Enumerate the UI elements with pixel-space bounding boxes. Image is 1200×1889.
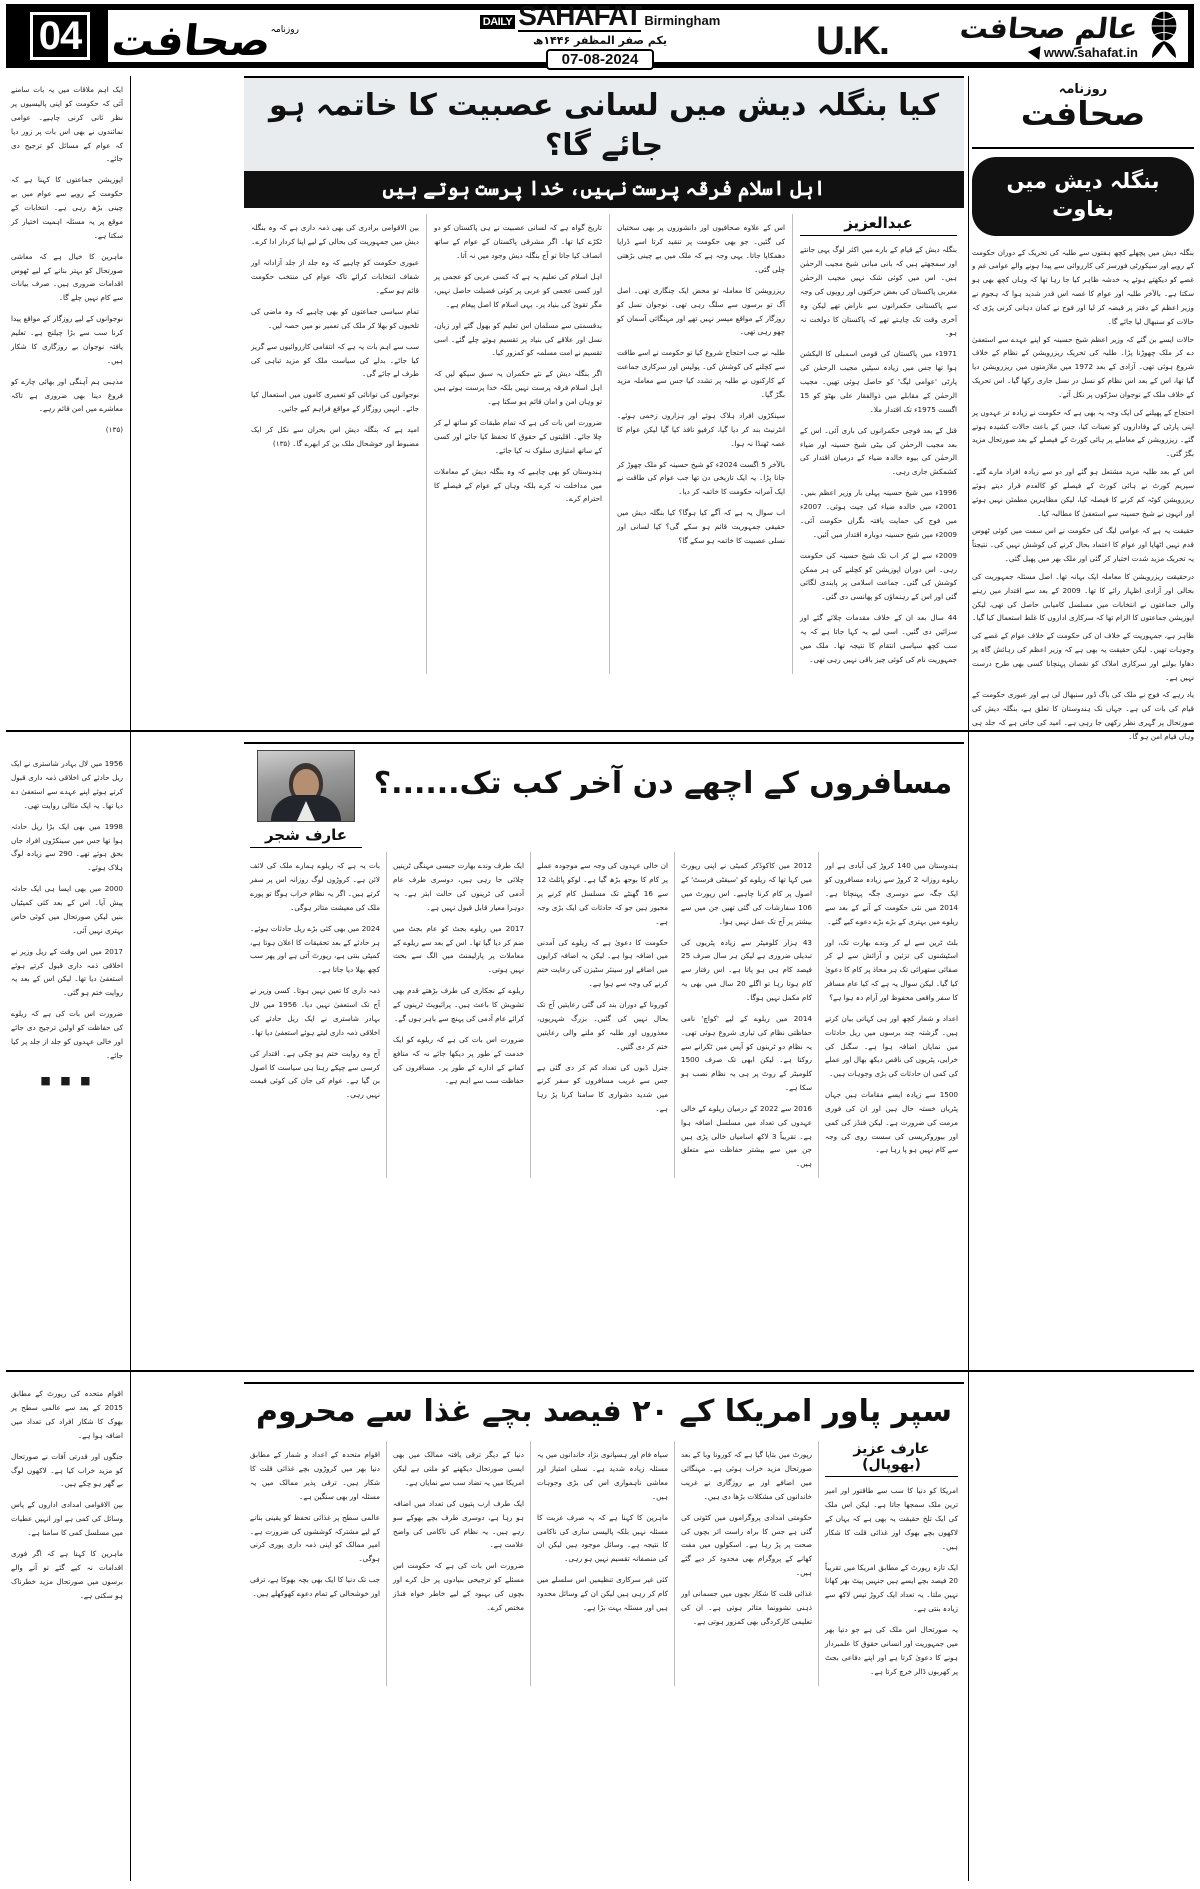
- paragraph: 1956 میں لال بہادر شاستری نے ایک ریل حادثے کی اخلاقی ذمہ داری قبول کرتے ہوئے اپنے عہدے سے استعفیٰ دے دیا تھا۔ یہ ایک مثالی روایت تھی۔: [11, 759, 123, 810]
- masthead-hijri-date: یکم صفر المظفر ۱۴۴۶ھ: [533, 34, 667, 47]
- article-america-children: [244, 1382, 964, 1882]
- article1-headline: کیا بنگلہ دیش میں لسانی عصبیت کا خاتمہ ہو جائے گا؟: [244, 76, 964, 171]
- paragraph: بین الاقوامی امدادی اداروں کے پاس وسائل کی کمی ہے اور انہیں عطیات میں مسلسل کمی کا سامنا ہے۔: [11, 1500, 123, 1538]
- paragraph: حکومتی امدادی پروگراموں میں کٹوتی کی گئی ہے جس کا براہ راست اثر بچوں کی صحت پر پڑ رہا ہے۔ اسکولوں میں مفت کھانے کے پروگرام بھی محدود کر دیے گئے ہیں۔: [681, 1512, 812, 1577]
- editorial-paragraph: درحقیقت ریزرویشن کا معاملہ ایک بہانہ تھا۔ اصل مسئلہ جمہوریت کی بحالی اور آزادی اظہار رائے کا تھا۔ 2009 کے بعد سے اقتدار میں رہنے والی جماعتوں نے انتخابات میں مسلسل کامیابی حاصل کی تھی، لیکن اپوزیشن جماعتوں کا الزام تھا کہ سرکاری اداروں کا غلط استعمال کیا گیا۔: [972, 571, 1194, 623]
- article3-column-1: [825, 1484, 958, 1678]
- paragraph: سیاہ فام اور ہسپانوی نژاد خاندانوں میں یہ مسئلہ زیادہ شدید ہے۔ نسلی امتیاز اور معاشی ناہمواری اس کی بڑی وجوہات ہیں۔: [537, 1450, 668, 1501]
- paragraph: 2024 میں بھی کئی بڑے ریل حادثات ہوئے۔ ہر حادثے کے بعد تحقیقات کا اعلان ہوتا ہے، کمیٹی بنتی ہے، رپورٹ آتی ہے اور پھر سب کچھ بھلا دیا جاتا ہے۔: [250, 923, 380, 975]
- paragraph: قتل کے بعد فوجی حکمرانوں کی باری آئی۔ اس کے بعد مجیب الرحمٰن کی بیٹی شیخ حسینہ اور ضیاء الرحمٰن کی بیوہ خالدہ ضیاء کے درمیان اقتدار کی کشمکش جاری رہی۔: [800, 425, 957, 477]
- editorial-divider: [972, 147, 1194, 149]
- paragraph: ہندوستان میں 140 کروڑ کی آبادی ہے اور ریلوے روزانہ 2 کروڑ سے زیادہ مسافروں کو ایک جگہ سے دوسری جگہ پہنچاتا ہے۔ 2014 میں نئی حکومت کے آنے کے بعد سے ریلوے میں بہتری کے بڑے بڑے دعوے کیے گئے۔: [825, 861, 958, 926]
- author-photo: [257, 750, 355, 822]
- globe-icon: [1142, 10, 1186, 62]
- paragraph: تاریخ گواہ ہے کہ لسانی عصبیت نے ہی پاکستان کو دو ٹکڑے کیا تھا۔ اگر مشرقی پاکستان کے عوام کے ساتھ انصاف کیا جاتا تو آج بنگلہ دیش وجود میں نہ آتا۔: [434, 223, 602, 261]
- article2-author-block: [250, 750, 362, 848]
- editorial-column: [972, 76, 1194, 1881]
- paragraph: ماہرین کا خیال ہے کہ معاشی صورتحال کو بہتر بنانے کے لیے ٹھوس اقدامات ضروری ہیں۔ صرف بیانات سے کام نہیں چلے گا۔: [11, 251, 123, 303]
- masthead-website: [1028, 45, 1138, 60]
- editorial-brand-big: صحافت: [1020, 94, 1146, 133]
- paragraph: بات یہ ہے کہ ریلوے ہمارے ملک کی لائف لائن ہے۔ کروڑوں لوگ روزانہ اس پر سفر کرتے ہیں۔ اگر یہ نظام خراب ہوگا تو پورے ملک کی معیشت متاثر ہوگی۔: [250, 861, 380, 912]
- paragraph: ریلوے کے نجکاری کی طرف بڑھتے قدم بھی تشویش کا باعث ہیں۔ پرائیویٹ ٹرینوں کے کرائے عام آدمی کی پہنچ سے باہر ہوں گے۔: [393, 986, 524, 1023]
- article-travellers: [244, 742, 964, 1362]
- paragraph: کئی غیر سرکاری تنظیمیں اس سلسلے میں کام کر رہی ہیں لیکن ان کے وسائل محدود ہیں اور مسئلہ بہت بڑا ہے۔: [537, 1575, 668, 1612]
- section-divider: [6, 730, 1194, 732]
- paragraph: 2017 میں اس وقت کے ریل وزیر نے اخلاقی ذمہ داری قبول کرتے ہوئے استعفیٰ دیا تھا۔ لیکن اس کے بعد یہ روایت ختم ہو گئی۔: [11, 946, 123, 998]
- editorial-paragraph: بنگلہ دیش میں پچھلے کچھ ہفتوں سے طلبہ کی تحریک کے دوران حکومت کے رویے اور سیکورٹی فورسز کی کارروائی سے پیدا ہونے والے عوامی غم و غصے کو دیکھتے ہوئے یہ خدشہ ظاہر کیا جا رہا تھا کہ وہاں کچھ بھی ہو سکتا ہے۔ بالآخر طلبہ اور عوام کا غصہ اس قدر شدید ہوا کہ ہجوم نے وزیر اعظم کے دفتر پر قبضہ کر لیا اور فوج نے کمان دہانی کرنی پڑی کہ حالات کو سنبھال لیا جائے گا۔: [972, 247, 1194, 326]
- article1-column-3: [426, 214, 609, 674]
- paragraph: رپورٹ میں بتایا گیا ہے کہ کورونا وبا کے بعد صورتحال مزید خراب ہوئی ہے۔ مہنگائی میں اضافے اور بے روزگاری نے غریب خاندانوں کی مشکلات بڑھا دی ہیں۔: [681, 1450, 812, 1501]
- paragraph: کورونا کے دوران بند کی گئی رعایتیں آج تک بحال نہیں کی گئیں۔ بزرگ شہریوں، معذوروں اور طلبہ کو ملنے والی رعایتیں ختم کر دی گئیں۔: [537, 1000, 668, 1051]
- editorial-paragraph: احتجاج کے پھیلنے کی ایک وجہ یہ بھی ہے کہ حکومت نے زیادہ تر عہدوں پر اپنی پارٹی کے وفاداروں کو تعینات کیا، جس کے باعث حالات کشیدہ ہوتے گئے۔ ریزرویشن کے معاملے پر ہائی کورٹ کے فیصلے کے بعد صورتحال مزید بگڑ گئی۔: [972, 407, 1194, 459]
- paragraph: اس کے علاوہ صحافیوں اور دانشوروں پر بھی سختیاں کی گئیں۔ جو بھی حکومت پر تنقید کرتا اسے ڈرایا دھمکایا جاتا۔ یہی وجہ ہے کہ ملک میں بے چینی بڑھتی چلی گئی۔: [617, 223, 785, 274]
- left-strip-1: [6, 76, 128, 716]
- paragraph: بالآخر 5 اگست 2024ء کو شیخ حسینہ کو ملک چھوڑ کر جانا پڑا۔ یہ ایک تاریخی دن تھا جب عوام کی طاقت نے ایک آمرانہ حکومت کا خاتمہ کر دیا۔: [617, 459, 785, 497]
- paragraph: ضرورت اس بات کی ہے کہ ریلوے کی حفاظت کو اولین ترجیح دی جائے اور خالی عہدوں کو جلد از جلد پر کیا جائے۔: [11, 1009, 123, 1060]
- paragraph: اقوام متحدہ کی رپورٹ کے مطابق 2015 کے بعد سے عالمی سطح پر بھوک کا شکار افراد کی تعداد میں اضافہ ہوا ہے۔: [11, 1389, 123, 1440]
- paragraph: ان خالی عہدوں کی وجہ سے موجودہ عملے پر کام کا بوجھ بڑھ گیا ہے۔ لوکو پائلٹ 12 سے 16 گھنٹے تک مسلسل کام کرنے پر مجبور ہیں جو کہ حادثات کی ایک بڑی وجہ ہے۔: [537, 861, 668, 926]
- masthead-logo-urdu: [109, 12, 342, 70]
- website-text: www.sahafat.in: [1043, 45, 1138, 60]
- paragraph: جب تک دنیا کا ایک بھی بچہ بھوکا ہے، ترقی اور خوشحالی کے تمام دعوے کھوکھلے ہیں۔: [250, 1575, 380, 1599]
- paragraph: ایک اہم ملاقات میں یہ بات سامنے آئی کہ حکومت کو اپنی پالیسیوں پر نظر ثانی کرنی چاہیے۔ عوامی نمائندوں نے بھی اس بات پر زور دیا کہ عوام کے مسائل کو ترجیح دی جائے۔: [11, 85, 123, 164]
- masthead-date: 07-08-2024: [546, 49, 655, 70]
- paragraph: ایک طرف وندے بھارت جیسی مہنگی ٹرینیں چلائی جا رہی ہیں، دوسری طرف عام آدمی کی ٹرینوں کی حالت ابتر ہے۔ یہ دوہرا معیار قابل قبول نہیں ہے۔: [393, 861, 524, 912]
- article3-column-3: [530, 1441, 674, 1686]
- article2-column-2: [674, 852, 818, 1178]
- article3-author-location: (بھوپال): [862, 1457, 921, 1473]
- masthead-city: Birmingham: [644, 13, 721, 28]
- paragraph: نوجوانوں کے لیے روزگار کے مواقع پیدا کرنا سب سے بڑا چیلنج ہے۔ تعلیم یافتہ نوجوان بے روزگاری کا شکار ہیں۔: [11, 314, 123, 365]
- editorial-body: [972, 246, 1194, 744]
- article3-column-2: [674, 1441, 818, 1686]
- paragraph: بین الاقوامی برادری کی بھی ذمہ داری ہے کہ وہ بنگلہ دیش میں جمہوریت کی بحالی کے لیے اپنا کردار ادا کرے۔: [251, 223, 419, 247]
- paragraph: اعداد و شمار کچھ اور ہی کہانی بیان کرتے ہیں۔ گزشتہ چند برسوں میں ریل حادثات میں نمایاں اضافہ ہوا ہے۔ سگنل کی خرابی، پٹریوں کی ناقص دیکھ بھال اور عملے کی کمی ان حادثات کی بڑی وجوہات ہیں۔: [825, 1013, 958, 1079]
- paragraph: دنیا کے دیگر ترقی یافتہ ممالک میں بھی ایسی صورتحال دیکھنے کو ملتی ہے لیکن امریکا میں یہ تضاد سب سے نمایاں ہے۔: [393, 1450, 524, 1487]
- paragraph: ایک طرف ارب پتیوں کی تعداد میں اضافہ ہو رہا ہے، دوسری طرف بچے بھوکے سو رہے ہیں۔ یہ نظام کی ناکامی کی واضح علامت ہے۔: [393, 1498, 524, 1550]
- article3-column-5: [244, 1441, 386, 1686]
- article1-column-4: [244, 214, 426, 674]
- logo-roznama-urdu: روزنامہ: [270, 25, 299, 35]
- column-divider: [130, 76, 131, 1881]
- editorial-paragraph: ظاہر ہے، جمہوریت کے خلاف ان کی حکومت کے خلاف عوام کے غصے کی وجوہات تھیں۔ لیکن حقیقت یہ بھی ہے کہ وزیر اعظم کی رہائش گاہ پر دھاوا بولنے اور سرکاری املاک کو نقصان پہنچانا کسی بھی طرح درست نہیں ہے۔: [972, 631, 1194, 682]
- masthead-title-row: [480, 2, 721, 32]
- masthead-region: U.K.: [816, 18, 888, 63]
- article2-column-5: [244, 852, 386, 1178]
- editorial-paragraph: حقیقت یہ ہے کہ عوامی لیگ کی حکومت نے اس سمت میں کوئی ٹھوس قدم نہیں اٹھایا اور عوام کا اعتماد بحال کرنے کی کوشش نہیں کی۔ نتیجتاً یہ تحریک مزید شدت اختیار کر گئی اور ملک بھر میں پھیل گئی۔: [972, 526, 1194, 564]
- masthead-title: SAHAFAT: [518, 0, 642, 31]
- paragraph: امید ہے کہ بنگلہ دیش اس بحران سے نکل کر ایک مضبوط اور خوشحال ملک بن کر ابھرے گا۔ (۱۳۵): [251, 425, 419, 449]
- paragraph: ہندوستان کو بھی چاہیے کہ وہ بنگلہ دیش کے معاملات میں مداخلت نہ کرے بلکہ وہاں کے عوام کے فیصلے کا احترام کرے۔: [434, 466, 602, 504]
- paragraph: ضرورت اس بات کی ہے کہ ریلوے کو ایک خدمت کے طور پر دیکھا جائے نہ کہ منافع کمانے کے ادارے کے طور پر۔ مسافروں کی حفاظت سب سے اہم ہے۔: [393, 1034, 524, 1086]
- article3-headline: سپر پاور امریکا کے ۲۰ فیصد بچے غذا سے محروم: [244, 1382, 964, 1437]
- editorial-paragraph: اس کے بعد طلبہ مزید مشتعل ہو گئے اور دو سے زیادہ افراد مارے گئے۔ سپریم کورٹ نے ہائی کورٹ کے فیصلے کو کالعدم قرار دیتے ہوئے ریزرویشن کوٹہ کم کرنے کا فیصلہ کیا، لیکن مظاہرین مطمئن نہیں ہوئے اور انہوں نے شیخ حسینہ سے استعفیٰ کا مطالبہ کیا۔: [972, 467, 1194, 518]
- editorial-brand: [972, 76, 1194, 133]
- paragraph: ایک تازہ رپورٹ کے مطابق امریکا میں تقریباً 20 فیصد بچے ایسے ہیں جنہیں پیٹ بھر کھانا نہیں ملتا۔ یہ تعداد ایک کروڑ تیس لاکھ سے زیادہ بنتی ہے۔: [825, 1562, 958, 1613]
- article2-headline: مسافروں کے اچھے دن آخر کب تک......؟: [373, 766, 953, 801]
- section-divider: [6, 1370, 1194, 1372]
- paragraph: ماہرین کا کہنا ہے کہ یہ صرف غربت کا مسئلہ نہیں بلکہ پالیسی سازی کی ناکامی کا نتیجہ ہے۔ وسائل موجود ہیں لیکن ان کی منصفانہ تقسیم نہیں ہو رہی۔: [537, 1512, 668, 1564]
- paragraph: عالمی سطح پر غذائی تحفظ کو یقینی بنانے کے لیے مشترکہ کوششوں کی ضرورت ہے۔ امیر ممالک کو اپنی ذمہ داری پوری کرنی ہوگی۔: [250, 1512, 380, 1564]
- paragraph: اہل اسلام کی تعلیم یہ ہے کہ کسی عربی کو عجمی پر اور کسی عجمی کو عربی پر کوئی فضیلت حاصل نہیں، مگر تقویٰ کی بنیاد پر۔ یہی اسلام کا اصل پیغام ہے۔: [434, 272, 602, 309]
- paragraph: ذمہ داری کا تعین نہیں ہوتا۔ کسی وزیر نے آج تک استعفیٰ نہیں دیا۔ 1956 میں لال بہادر شاستری نے ایک ریل حادثے کی اخلاقی ذمہ داری لیتے ہوئے استعفیٰ دیا تھا۔: [250, 986, 380, 1037]
- page-number: 04: [30, 12, 91, 60]
- paragraph: اقوام متحدہ کے اعداد و شمار کے مطابق دنیا بھر میں کروڑوں بچے غذائی قلت کا شکار ہیں۔ ترقی پذیر ممالک میں یہ مسئلہ اور بھی سنگین ہے۔: [250, 1450, 380, 1501]
- paragraph: بنگلہ دیش کے قیام کے بارے میں اکثر لوگ یہی جانتے اور سمجھتے ہیں کہ بانی مبانی شیخ مجیب الرحمٰن ہیں۔ اس میں کوئی شک نہیں مجیب الرحمٰن مغربی پاکستان کی بعض حرکتوں اور رویوں کی وجہ سے پاکستانی حکمرانوں سے ناراض تھے لیکن وہ آخری وقت تک چاہتے تھے کہ پاکستان کا دولخت نہ ہو۔: [800, 245, 957, 338]
- paragraph: بلٹ ٹرین سے لے کر وندے بھارت تک، اور اسٹیشنوں کی تزئین و آرائش سے لے کر صفائی ستھرائی تک ہر محاذ پر کام کا دعویٰ کیا گیا۔ لیکن سوال یہ ہے کہ کیا عام مسافر کا سفر واقعی محفوظ اور آرام دہ ہوا ہے؟: [825, 937, 958, 1002]
- paragraph: اگر بنگلہ دیش کے نئے حکمران یہ سبق سیکھ لیں کہ اہل اسلام فرقہ پرست نہیں بلکہ خدا پرست ہوتے ہیں تو وہاں امن و امان قائم ہو سکتا ہے۔: [434, 369, 602, 407]
- editorial-headline: بنگلہ دیش میں بغاوت: [972, 157, 1194, 236]
- paragraph: 44 سال بعد ان کے خلاف مقدمات چلائے گئے اور سزائیں دی گئیں۔ اسی لیے یہ کہا جاتا ہے کہ یہ سب کچھ سیاسی انتقام کا نتیجہ تھا۔ ملک میں جمہوریت نام کی کوئی چیز باقی نہیں رہی تھی۔: [800, 613, 957, 664]
- paragraph: بدقسمتی سے مسلمان اس تعلیم کو بھول گئے اور زبان، نسل اور علاقے کی بنیاد پر تقسیم ہوتے چلے گئے۔ اسی تقسیم نے امت مسلمہ کو کمزور کیا۔: [434, 320, 602, 358]
- editorial-paragraph: یاد رہے کہ فوج نے ملک کی باگ ڈور سنبھال لی ہے اور عبوری حکومت کے قیام کی بات کی ہے۔ جہاں تک ہندوستان کا تعلق ہے، بنگلہ دیش کی صورتحال پر گہری نظر رکھی جا رہی ہے۔ امید کی جاتی ہے کہ جلد ہی وہاں قیام امن ہو گا۔: [972, 690, 1194, 741]
- paragraph: 2000 میں بھی ایسا ہی ایک حادثہ پیش آیا۔ اس کے بعد کئی کمیٹیاں بنیں لیکن صورتحال میں کوئی خاص بہتری نہیں آئی۔: [11, 884, 123, 935]
- paragraph: نوجوانوں کی توانائی کو تعمیری کاموں میں استعمال کیا جائے۔ انہیں روزگار کے مواقع فراہم کیے جائیں۔: [251, 390, 419, 414]
- paragraph: تمام سیاسی جماعتوں کو بھی چاہیے کہ وہ ماضی کی تلخیوں کو بھلا کر ملک کی تعمیر نو میں حصہ لیں۔: [251, 306, 419, 330]
- article2-author: عارف شجر: [250, 826, 362, 848]
- paragraph: 2016 سے 2022 کے درمیان ریلوے کے خالی عہدوں کی تعداد میں مسلسل اضافہ ہوا ہے۔ تقریباً 3 لاکھ اسامیاں خالی پڑی ہیں جن میں سے بیشتر حفاظت سے متعلق ہیں۔: [681, 1104, 812, 1169]
- column-divider: [968, 76, 969, 1881]
- article1-column-1: [800, 243, 957, 666]
- article2-column-3: [530, 852, 674, 1178]
- paragraph: سینکڑوں افراد ہلاک ہوئے اور ہزاروں زخمی ہوئے۔ انٹرنیٹ بند کر دیا گیا، کرفیو نافذ کیا گیا لیکن عوام کا غصہ ٹھنڈا نہ ہوا۔: [617, 410, 785, 448]
- paragraph: غذائی قلت کا شکار بچوں میں جسمانی اور ذہنی نشوونما متاثر ہوتی ہے۔ ان کی تعلیمی کارکردگی بھی کمزور ہوتی ہے۔: [681, 1589, 812, 1626]
- article1-byline: عبدالعزیز: [800, 214, 957, 236]
- paragraph: ضرورت اس بات کی ہے کہ تمام طبقات کو ساتھ لے کر چلا جائے۔ اقلیتوں کے حقوق کا تحفظ کیا جائے اور کسی کے ساتھ امتیازی سلوک نہ کیا جائے۔: [434, 418, 602, 455]
- masthead-inner: [12, 0, 1188, 68]
- left-strip-3: [6, 1380, 128, 1880]
- masthead-right-logo: [896, 10, 1186, 62]
- paragraph: یہ صورتحال اس ملک کی ہے جو دنیا بھر میں جمہوریت اور انسانی حقوق کا علمبردار ہونے کا دعویٰ کرتا ہے اور اپنے دفاعی بجٹ پر کھربوں ڈالر خرچ کرتا ہے۔: [825, 1625, 958, 1676]
- paragraph: 2012 میں کاکوڈکر کمیٹی نے اپنی رپورٹ میں کہا تھا کہ ریلوے کو 'سیفٹی فرسٹ' کے اصول پر کام کرنا چاہیے۔ اس رپورٹ میں 106 سفارشات کی گئی تھیں جن میں سے بیشتر پر آج تک عمل نہیں ہوا۔: [681, 861, 812, 926]
- paragraph: جنگوں اور قدرتی آفات نے صورتحال کو مزید خراب کیا ہے۔ لاکھوں لوگ بے گھر ہو چکے ہیں۔: [11, 1451, 123, 1489]
- paragraph: اب سوال یہ ہے کہ آگے کیا ہوگا؟ کیا بنگلہ دیش میں حقیقی جمہوریت قائم ہو سکے گی؟ کیا لسانی اور نسلی عصبیت کا خاتمہ ہو سکے گا؟: [617, 508, 785, 545]
- paragraph: سب سے اہم بات یہ ہے کہ انتقامی کارروائیوں سے گریز کیا جائے۔ بدلے کی سیاست ملک کو مزید تباہی کی طرف لے جائے گی۔: [251, 341, 419, 379]
- paragraph: مذہبی ہم آہنگی اور بھائی چارے کو فروغ دینا بھی ضروری ہے تاکہ معاشرے میں امن قائم رہے۔: [11, 376, 123, 414]
- paragraph: طلبہ نے جب احتجاج شروع کیا تو حکومت نے اسے طاقت سے کچلنے کی کوشش کی۔ پولیس اور سرکاری جماعت کے کارکنوں نے طلبہ پر تشدد کیا جس سے معاملہ مزید بگڑ گیا۔: [617, 348, 785, 399]
- paragraph: 2014 میں ریلوے کے لیے 'کواچ' نامی حفاظتی نظام کی تیاری شروع ہوئی تھی۔ یہ نظام دو ٹرینوں کو آپس میں ٹکرانے سے روکتا ہے۔ لیکن ابھی تک صرف 1500 کلومیٹر کے روٹ پر ہی یہ نظام نصب ہو سکا ہے۔: [681, 1013, 812, 1092]
- paragraph: 1971ء میں پاکستان کی قومی اسمبلی کا الیکشن ہوا تھا جس میں زیادہ سیٹیں مجیب الرحمٰن کی پارٹی 'عوامی لیگ' کو حاصل ہوئی تھیں۔ مجیب الرحمٰن کے مقابلے میں ذوالفقار علی بھٹو کو 15 اگست 1975ء تک اقتدار ملا۔: [800, 349, 957, 414]
- end-marker: ■ ■ ■: [40, 1073, 94, 1087]
- paragraph: 43 ہزار کلومیٹر سے زیادہ پٹریوں کی تبدیلی ضروری ہے لیکن ہر سال صرف 25 فیصد کام ہی ہو پاتا ہے۔ اس رفتار سے کام ہوتا رہا تو اگلے 20 سال میں بھی یہ کام مکمل نہیں ہوگا۔: [681, 937, 812, 1002]
- article2-header: [244, 742, 964, 848]
- article1-column-2: [609, 214, 792, 674]
- article2-column-1: [818, 852, 964, 1178]
- paragraph: عبوری حکومت کو چاہیے کہ وہ جلد از جلد آزادانہ اور شفاف انتخابات کرائے تاکہ عوام کی منتخب حکومت قائم ہو سکے۔: [251, 258, 419, 295]
- paragraph: 2017 میں ریلوے بجٹ کو عام بجٹ میں ضم کر دیا گیا تھا۔ اس کے بعد سے ریلوے کے معاملات پر پارلیمنٹ میں الگ سے بحث نہیں ہوتی۔: [393, 923, 524, 975]
- article3-column-4: [386, 1441, 530, 1686]
- paragraph: 1998 میں بھی ایک بڑا ریل حادثہ ہوا تھا جس میں سینکڑوں افراد جاں بحق ہوئے تھے۔ 290 سے زیادہ لوگ ہلاک ہوئے۔: [11, 821, 123, 873]
- page-number-box: [12, 10, 108, 62]
- paragraph: ضرورت اس بات کی ہے کہ حکومت اس مسئلے کو ترجیحی بنیادوں پر حل کرے اور بچوں کی بہبود کے لیے خاطر خواہ فنڈز مختص کرے۔: [393, 1561, 524, 1612]
- article3-author: عارف عزیز: [853, 1441, 930, 1457]
- paragraph: 2009ء سے لے کر اب تک شیخ حسینہ کی حکومت رہی۔ اس دوران اپوزیشن کو کچلنے کی ہر ممکن کوشش کی گئی۔ جماعت اسلامی پر پابندی لگائی گئی اور اس کے رہنماؤں کو پھانسی دی گئی۔: [800, 550, 957, 602]
- article1-subheadline: اہل اسلام فرقہ پرست نہیں، خدا پرست ہوتے ہیں: [244, 171, 964, 208]
- paragraph: 1500 سے زیادہ ایسے مقامات ہیں جہاں پٹریاں خستہ حال ہیں اور ان کی فوری مرمت کی ضرورت ہے۔ لیکن فنڈز کی کمی اور بیوروکریسی کی سست روی کی وجہ سے کام نہیں ہو پا رہا ہے۔: [825, 1090, 958, 1155]
- paragraph: اپوزیشن جماعتوں کا کہنا ہے کہ حکومت کے رویے سے عوام میں بے چینی بڑھ رہی ہے۔ انتخابات کے موقع پر یہ مسئلہ اہمیت اختیار کر سکتا ہے۔: [11, 175, 123, 240]
- paragraph: جنرل ڈبوں کی تعداد کم کر دی گئی ہے جس سے غریب مسافروں کو سفر کرنے میں شدید دشواری کا سامنا کرنا پڑ رہا ہے۔: [537, 1062, 668, 1113]
- masthead-alam-sahafat: عالمِ صحافت: [958, 12, 1140, 45]
- editorial-brand-small: روزنامہ: [1058, 82, 1108, 97]
- article2-column-4: [386, 852, 530, 1178]
- logo-sahafat-urdu: صحافت: [109, 16, 274, 65]
- left-strip-2: [6, 750, 128, 1360]
- editorial-paragraph: حالات ایسے بن گئے کہ وزیر اعظم شیخ حسینہ کو اپنے عہدے سے استعفیٰ دے کر ملک چھوڑنا پڑا۔ طلبہ کی تحریک ریزرویشن کے نظام کے خلاف شروع ہوئی تھی۔ آزادی کے بعد 1972 میں ملازمتوں میں ریزرویشن دیا گیا تھا، اس کے بعد اس نظام کو نسل در نسل جاری رکھا گیا۔ اس تحریک کے خلاف ملک کے نوجوان سڑکوں پر نکل آئے۔: [972, 334, 1194, 399]
- paragraph: امریکا کو دنیا کا سب سے طاقتور اور امیر ترین ملک سمجھا جاتا ہے۔ لیکن اس ملک کی ایک تلخ حقیقت یہ بھی ہے کہ یہاں کے لاکھوں بچے بھوک اور غذائی قلت کا شکار ہیں۔: [825, 1486, 958, 1551]
- paragraph: حکومت کا دعویٰ ہے کہ ریلوے کی آمدنی میں اضافہ ہوا ہے۔ لیکن یہ اضافہ کرایوں میں اضافے اور سینئر سٹیزن کی رعایت ختم کرنے کی وجہ سے ہوا ہے۔: [537, 937, 668, 988]
- article3-byline: [825, 1441, 958, 1477]
- article-bangladesh: [244, 76, 964, 716]
- masthead-daily-label: DAILY: [480, 15, 516, 29]
- paragraph: ماہرین کا کہنا ہے کہ اگر فوری اقدامات نہ کیے گئے تو آنے والے برسوں میں صورتحال مزید خطرناک ہو سکتی ہے۔: [11, 1549, 123, 1600]
- paragraph: ریزرویشن کا معاملہ تو محض ایک چنگاری تھی۔ اصل آگ تو برسوں سے سلگ رہی تھی۔ نوجوان نسل کو روزگار کے مواقع میسر نہیں تھے اور مہنگائی آسمان کو چھو رہی تھی۔: [617, 285, 785, 337]
- masthead: [6, 0, 1194, 68]
- paragraph: 1996ء میں شیخ حسینہ پہلی بار وزیر اعظم بنیں۔ 2001ء میں خالدہ ضیاء کی جیت ہوئی۔ 2007ء میں فوج کی حمایت یافتہ نگراں حکومت آئی۔ 2009ء میں شیخ حسینہ دوبارہ اقتدار میں آئیں۔: [800, 488, 957, 539]
- paragraph: (۱۳۵): [105, 425, 123, 435]
- paragraph: آج وہ روایت ختم ہو چکی ہے۔ اقتدار کی کرسی سے چپکے رہنا ہی سیاست کا اصول بن گیا ہے۔ عوام کی جان کی کوئی قیمت نہیں رہی۔: [250, 1048, 380, 1100]
